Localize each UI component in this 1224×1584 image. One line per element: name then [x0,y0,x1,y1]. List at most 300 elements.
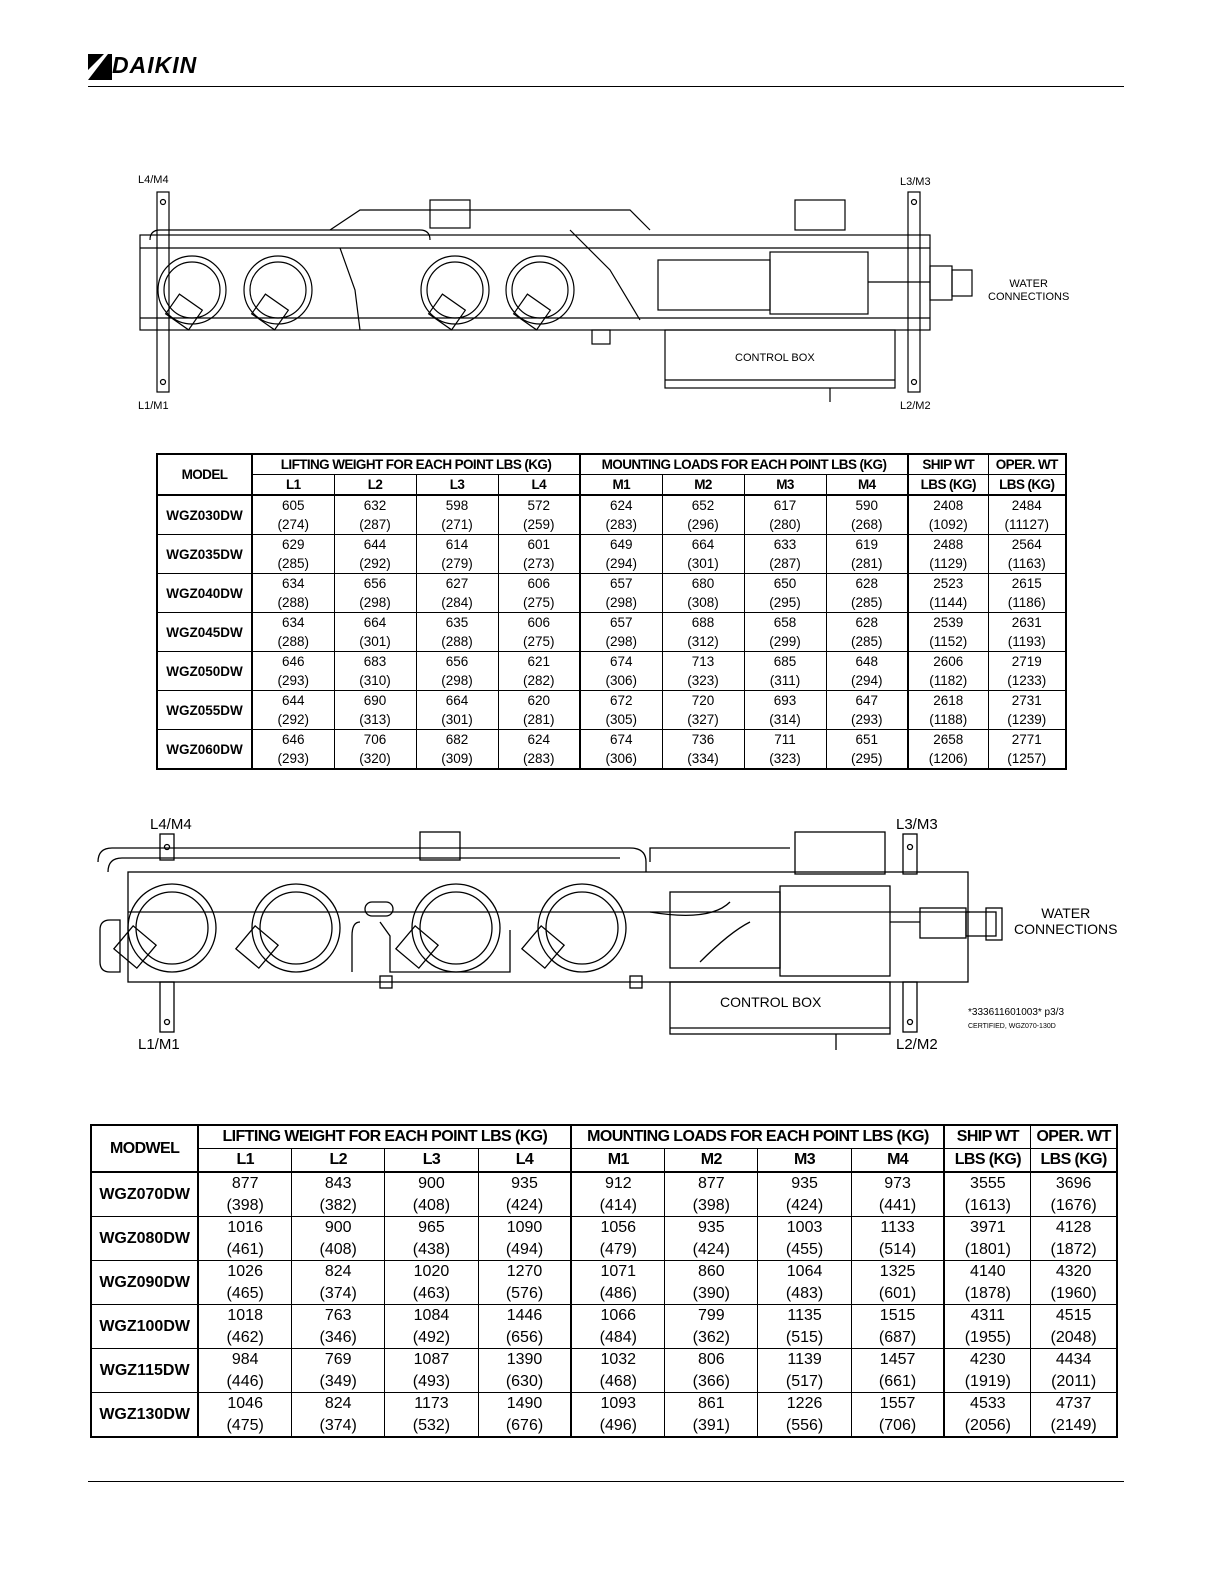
value-lbs: 1390 [506,1351,543,1368]
value-lbs: 2408 [933,498,964,513]
value-cell [478,1393,571,1438]
value-lbs: 693 [773,693,797,708]
value-lbs: 973 [884,1175,911,1192]
point-label-l1m1: L1/M1 [138,1036,180,1053]
value-lbs: 1325 [879,1263,916,1280]
value-lbs: 2606 [933,654,964,669]
value-cell [334,535,416,574]
value-lbs: 1090 [506,1219,543,1236]
value-kg: (301) [441,712,473,727]
value-lbs: 674 [609,654,633,669]
value-lbs: 1056 [600,1219,637,1236]
value-kg: (1676) [1050,1196,1097,1214]
value-cell [758,1172,851,1217]
value-cell [571,1172,664,1217]
value-cell [580,574,662,613]
value-kg: (483) [785,1284,824,1302]
value-cell [334,691,416,730]
header-row-2 [157,475,1066,496]
value-kg: (2149) [1050,1416,1097,1434]
value-kg: (281) [522,712,555,727]
value-kg: (320) [359,751,391,766]
lifting-header: LIFTING WEIGHT FOR EACH POINT LBS (KG) [252,454,580,475]
value-cell [478,1261,571,1305]
sub-header-l3: L3 [385,1149,478,1173]
value-cell [758,1349,851,1393]
value-kg: (475) [226,1416,264,1434]
value-cell [826,574,908,613]
value-lbs: 633 [773,537,797,552]
value-kg: (1188) [929,712,968,727]
value-kg: (1092) [928,517,968,532]
value-cell [385,1393,478,1438]
value-lbs: 935 [511,1175,538,1192]
value-lbs: 606 [527,576,551,591]
value-cell [662,652,744,691]
model-cell: WGZ035DW [157,535,252,574]
value-kg: (334) [687,751,719,766]
sub-header-m4: M4 [851,1149,944,1173]
value-lbs: 2488 [933,537,964,552]
value-kg: (576) [505,1284,544,1302]
value-kg: (601) [878,1284,917,1302]
table-1-body [157,495,1066,769]
model-header: MODEL [157,454,252,495]
value-lbs: 1020 [413,1263,450,1280]
value-lbs: 1016 [227,1219,263,1236]
value-lbs: 1087 [413,1351,450,1368]
value-cell [580,535,662,574]
value-kg: (281) [851,556,883,571]
unit-diagram-small [130,170,1080,420]
value-kg: (293) [277,673,309,688]
value-lbs: 1135 [787,1307,822,1324]
value-cell [758,1261,851,1305]
oper-wt-header: OPER. WT [1031,1125,1117,1149]
value-lbs: 651 [855,732,879,747]
value-kg: (280) [769,517,801,532]
footer-divider [88,1481,1124,1482]
value-kg: (1919) [964,1372,1011,1390]
value-cell [385,1349,478,1393]
value-kg: (408) [319,1240,357,1258]
value-lbs: 824 [324,1263,352,1280]
daikin-logo [88,50,228,82]
value-cell [665,1217,758,1261]
connections-label: CONNECTIONS [988,290,1070,303]
value-kg: (374) [319,1416,357,1434]
value-cell [988,613,1066,652]
sub-header-m4: M4 [826,475,908,496]
value-lbs: 877 [231,1175,259,1192]
value-lbs: 2658 [933,732,964,747]
water-label: WATER [1041,905,1091,921]
table-row [157,495,1066,535]
value-cell [851,1305,944,1349]
value-cell [478,1217,571,1261]
value-lbs: 664 [445,693,469,708]
value-cell [744,495,826,535]
value-lbs: 1490 [506,1395,543,1412]
value-kg: (299) [769,634,801,649]
water-connections-label [988,278,1069,303]
value-lbs: 672 [609,693,633,708]
model-cell: WGZ055DW [157,691,252,730]
value-kg: (484) [599,1328,637,1346]
sub-header-l2: L2 [334,475,416,496]
model-cell: WGZ080DW [91,1217,198,1261]
value-lbs: 900 [324,1219,352,1236]
value-kg: (273) [522,556,555,571]
value-lbs: 4128 [1055,1219,1092,1236]
value-lbs: 628 [855,615,879,630]
value-cell [851,1393,944,1438]
value-kg: (1206) [928,751,968,766]
value-kg: (461) [226,1240,264,1258]
value-kg: (287) [359,517,391,532]
value-cell [498,574,580,613]
value-cell [851,1172,944,1217]
value-lbs: 627 [445,576,469,591]
value-lbs: 2523 [933,576,964,591]
value-kg: (362) [692,1328,730,1346]
water-label: WATER [1009,278,1048,290]
value-kg: (268) [851,517,883,532]
value-kg: (285) [851,595,883,610]
value-lbs: 3555 [970,1175,1006,1192]
ship-wt-unit: LBS (KG) [944,1149,1030,1173]
sub-header-l2: L2 [292,1149,385,1173]
table-row [157,613,1066,652]
value-kg: (1872) [1050,1240,1097,1258]
value-cell [252,730,334,770]
value-kg: (298) [359,595,391,610]
value-kg: (1257) [1007,751,1047,766]
value-lbs: 799 [697,1307,725,1324]
value-cell [662,574,744,613]
value-kg: (271) [441,517,473,532]
value-cell [908,495,988,535]
value-kg: (1239) [1007,712,1047,727]
value-lbs: 658 [773,615,797,630]
value-cell [571,1393,664,1438]
value-cell [498,613,580,652]
model-cell: WGZ090DW [91,1261,198,1305]
value-lbs: 1557 [879,1395,916,1412]
value-kg: (462) [226,1328,264,1346]
value-kg: (310) [359,673,391,688]
value-lbs: 646 [281,732,305,747]
value-kg: (455) [785,1240,824,1258]
value-kg: (424) [785,1196,824,1214]
oper-wt-unit: LBS (KG) [1031,1149,1117,1173]
header-row-1 [157,454,1066,475]
value-cell [662,495,744,535]
value-kg: (279) [441,556,473,571]
value-cell [744,691,826,730]
point-label-l3m3: L3/M3 [900,176,931,188]
value-kg: (494) [505,1240,544,1258]
value-lbs: 1066 [600,1307,637,1324]
value-lbs: 664 [363,615,387,630]
value-lbs: 4320 [1055,1263,1092,1280]
cert-line-1: *333611601003* p3/3 [968,1007,1065,1018]
value-cell [826,613,908,652]
value-kg: (486) [599,1284,637,1302]
value-lbs: 634 [281,615,305,630]
value-cell [416,613,498,652]
value-cell [908,613,988,652]
point-label-l4m4: L4/M4 [138,174,169,186]
value-kg: (308) [687,595,719,610]
value-lbs: 629 [281,537,305,552]
value-cell [988,574,1066,613]
value-cell [571,1261,664,1305]
value-cell [571,1217,664,1261]
value-lbs: 2564 [1011,537,1042,552]
value-lbs: 619 [855,537,879,552]
value-kg: (301) [359,634,391,649]
value-cell [334,495,416,535]
value-cell [571,1349,664,1393]
control-box-label: CONTROL BOX [720,994,822,1010]
value-lbs: 843 [324,1175,352,1192]
value-lbs: 649 [609,537,633,552]
value-kg: (292) [359,556,391,571]
value-kg: (1152) [929,634,968,649]
value-lbs: 624 [609,498,633,513]
value-cell [292,1305,385,1349]
header-divider [88,86,1124,87]
value-kg: (293) [277,751,309,766]
value-cell [292,1172,385,1217]
value-cell [665,1261,758,1305]
value-cell [662,613,744,652]
value-kg: (312) [687,634,719,649]
value-cell [334,652,416,691]
value-lbs: 1226 [786,1395,823,1412]
value-kg: (496) [599,1416,637,1434]
value-kg: (424) [505,1196,544,1214]
value-kg: (424) [692,1240,730,1258]
value-cell [908,730,988,770]
value-cell [744,535,826,574]
value-kg: (285) [277,556,309,571]
value-lbs: 606 [527,615,551,630]
value-lbs: 860 [697,1263,725,1280]
value-kg: (391) [692,1416,730,1434]
water-connections-label [1014,905,1117,937]
value-lbs: 601 [527,537,551,552]
value-kg: (382) [319,1196,357,1214]
value-cell [416,652,498,691]
value-lbs: 656 [445,654,469,669]
value-lbs: 690 [363,693,387,708]
value-kg: (292) [277,712,309,727]
value-kg: (301) [687,556,719,571]
value-lbs: 965 [418,1219,445,1236]
value-cell [580,495,662,535]
sub-header-l1: L1 [198,1149,291,1173]
value-cell [478,1305,571,1349]
value-kg: (1186) [1007,595,1046,610]
value-kg: (283) [605,517,637,532]
value-kg: (275) [522,595,555,610]
value-cell [758,1393,851,1438]
value-lbs: 935 [791,1175,818,1192]
value-cell [988,495,1066,535]
sub-header-m3: M3 [744,475,826,496]
table-row [157,535,1066,574]
value-cell [580,691,662,730]
value-kg: (493) [412,1372,451,1390]
value-kg: (479) [599,1240,637,1258]
value-cell [826,652,908,691]
table-2-body [91,1172,1117,1437]
value-lbs: 1093 [600,1395,637,1412]
value-lbs: 682 [445,732,469,747]
value-cell [662,730,744,770]
value-cell [665,1172,758,1217]
value-lbs: 617 [773,498,797,513]
value-lbs: 3696 [1055,1175,1092,1192]
value-lbs: 4737 [1055,1395,1092,1412]
value-lbs: 1133 [880,1219,915,1236]
value-cell [665,1305,758,1349]
value-kg: (398) [226,1196,264,1214]
value-kg: (288) [277,634,309,649]
value-cell [662,691,744,730]
value-kg: (283) [522,751,555,766]
value-lbs: 2618 [933,693,964,708]
value-lbs: 664 [691,537,715,552]
value-cell [198,1349,291,1393]
value-lbs: 624 [527,732,551,747]
value-lbs: 598 [445,498,469,513]
value-kg: (295) [851,751,883,766]
value-lbs: 1003 [786,1219,823,1236]
table-row [91,1261,1117,1305]
connections-label: CONNECTIONS [1014,921,1118,938]
value-lbs: 1071 [600,1263,637,1280]
value-lbs: 680 [691,576,715,591]
value-cell [944,1349,1030,1393]
value-cell [385,1172,478,1217]
value-lbs: 763 [324,1307,352,1324]
value-kg: (298) [605,634,637,649]
table-row [91,1393,1117,1438]
value-lbs: 635 [445,615,469,630]
value-cell [198,1172,291,1217]
unit-diagram-large [90,812,1130,1062]
value-lbs: 652 [691,498,715,513]
value-kg: (284) [441,595,473,610]
value-kg: (323) [769,751,801,766]
sub-header-l1: L1 [252,475,334,496]
value-lbs: 912 [604,1175,632,1192]
value-lbs: 861 [697,1395,725,1412]
value-kg: (288) [441,634,473,649]
value-cell [252,613,334,652]
value-kg: (287) [769,556,801,571]
value-kg: (1182) [929,673,968,688]
value-cell [665,1349,758,1393]
value-kg: (414) [599,1196,637,1214]
value-cell [908,652,988,691]
value-lbs: 713 [691,654,715,669]
value-lbs: 1018 [227,1307,263,1324]
value-lbs: 685 [773,654,797,669]
value-cell [292,1217,385,1261]
value-cell [944,1305,1030,1349]
header-row-2 [91,1149,1117,1173]
model-cell: WGZ130DW [91,1393,198,1438]
value-cell [252,574,334,613]
value-cell [826,730,908,770]
value-lbs: 769 [324,1351,352,1368]
value-kg: (274) [277,517,309,532]
loads-table-1 [156,453,1067,770]
sub-header-l4: L4 [478,1149,571,1173]
header-row-1 [91,1125,1117,1149]
value-kg: (294) [851,673,883,688]
value-kg: (285) [851,634,883,649]
value-lbs: 935 [697,1219,725,1236]
value-lbs: 984 [231,1351,259,1368]
value-lbs: 4230 [970,1351,1006,1368]
value-kg: (296) [687,517,719,532]
value-kg: (314) [769,712,801,727]
sub-header-m1: M1 [571,1149,664,1173]
value-lbs: 1084 [413,1307,450,1324]
control-box-label: CONTROL BOX [735,352,815,364]
value-cell [851,1217,944,1261]
value-cell [744,613,826,652]
value-cell [478,1349,571,1393]
value-lbs: 683 [363,654,387,669]
value-cell [498,652,580,691]
value-cell [908,535,988,574]
mounting-header: MOUNTING LOADS FOR EACH POINT LBS (KG) [580,454,908,475]
table-row [157,652,1066,691]
value-cell [252,535,334,574]
value-cell [944,1393,1030,1438]
model-header: MODWEL [91,1125,198,1172]
value-kg: (2048) [1050,1328,1097,1346]
value-cell [1031,1172,1117,1217]
value-kg: (346) [319,1328,357,1346]
value-kg: (1960) [1050,1284,1097,1302]
model-cell: WGZ045DW [157,613,252,652]
value-lbs: 632 [363,498,387,513]
value-lbs: 2771 [1011,732,1042,747]
value-cell [292,1349,385,1393]
value-cell [498,730,580,770]
value-cell [944,1172,1030,1217]
value-lbs: 1457 [879,1351,916,1368]
value-cell [498,535,580,574]
value-lbs: 711 [774,732,796,747]
value-kg: (294) [605,556,637,571]
value-cell [665,1393,758,1438]
value-cell [198,1261,291,1305]
value-kg: (532) [412,1416,451,1434]
value-cell [988,535,1066,574]
value-cell [826,691,908,730]
point-label-l2m2: L2/M2 [900,400,931,412]
value-cell [385,1261,478,1305]
value-cell [908,691,988,730]
